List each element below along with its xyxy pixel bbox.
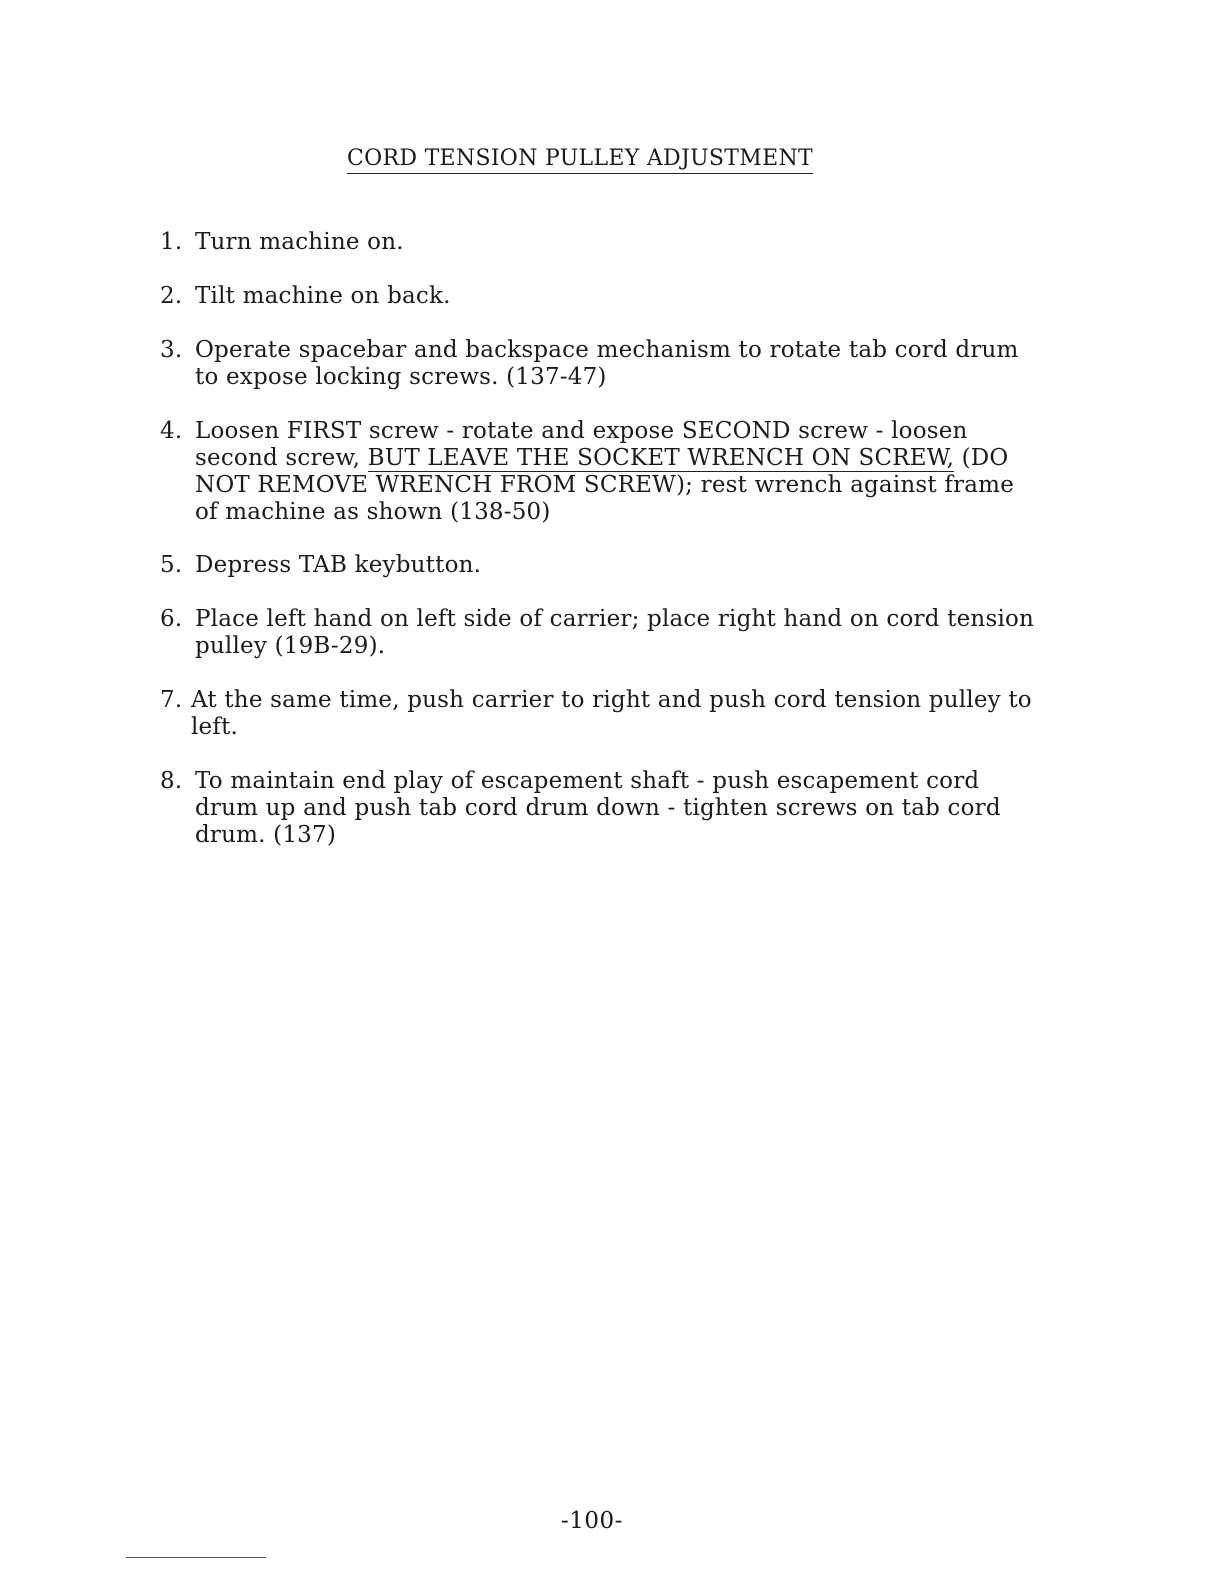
page-number: -100- — [561, 1508, 623, 1534]
step-3: 3. Operate spacebar and backspace mechanism to rotate tab cord drum to expose locking screws. (137-47) — [160, 337, 1019, 390]
step-6: 6. Place left hand on left side of carrier; place right hand on cord tension pulley (19B-29). — [160, 606, 1035, 659]
step-5: 5. Depress TAB keybutton. — [160, 552, 482, 578]
emphasized-warning: BUT LEAVE THE SOCKET WRENCH ON SCREW, — [367, 445, 955, 471]
document-title: CORD TENSION PULLEY ADJUSTMENT — [0, 146, 1160, 171]
step-1: 1. Turn machine on. — [160, 229, 404, 255]
step-2: 2. Tilt machine on back. — [160, 283, 451, 309]
step-4: 4. Loosen FIRST screw - rotate and expose SECOND screw - loosen second screw, BUT LEAVE THE SOCKET WRENCH ON SCREW, (DO NOT REMOVE WRENCH FROM SCREW); rest wrench against frame of machine as shown (138-50) — [160, 418, 1015, 525]
step-7: 7. At the same time, push carrier to right and push cord tension pulley to left. — [160, 687, 1032, 740]
footer-rule — [126, 1557, 266, 1558]
step-8: 8. To maintain end play of escapement shaft - push escapement cord drum up and push tab cord drum down - tighten screws on tab cord drum. (137) — [160, 768, 1001, 848]
